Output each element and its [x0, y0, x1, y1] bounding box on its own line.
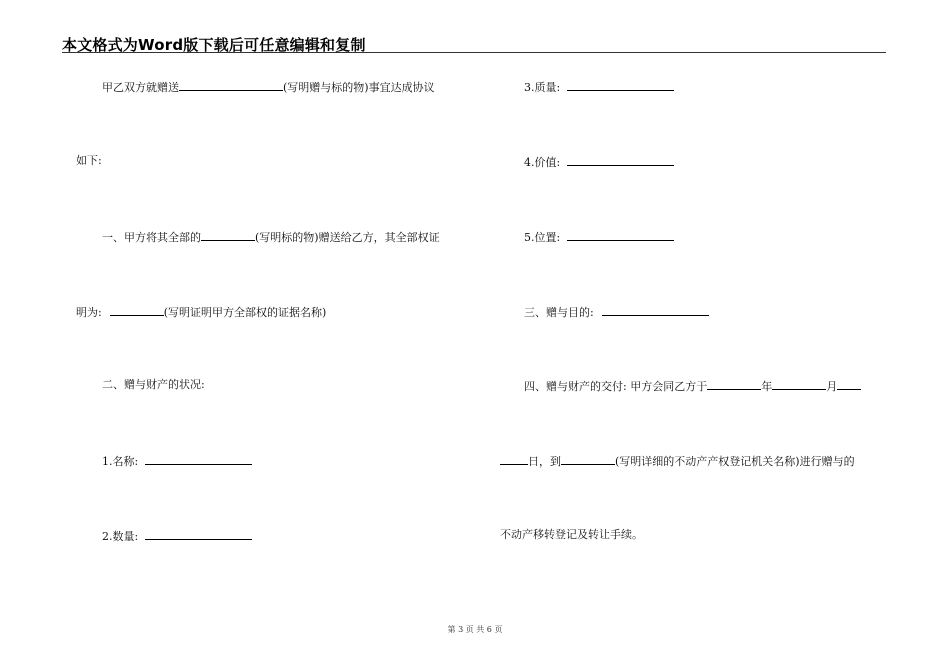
- blank-month: [772, 378, 826, 390]
- item-quality: [524, 79, 674, 95]
- blank-quality: [567, 79, 674, 91]
- paragraph-as-follows: 如下:: [76, 154, 102, 167]
- text-segment: (写明赠与标的物)事宜达成协议: [283, 81, 435, 94]
- text-segment: 一、甲方将其全部的: [102, 231, 201, 244]
- page-number: 第 3 页 共 6 页: [447, 625, 503, 634]
- paragraph-gift-agreement: [102, 79, 435, 95]
- text-segment: 日，到: [528, 455, 561, 468]
- blank-object: [201, 229, 255, 241]
- blank-purpose: [602, 304, 709, 316]
- item-quantity: [102, 528, 252, 544]
- item-value: [524, 154, 674, 170]
- text-segment: 3.质量:: [524, 81, 561, 94]
- item-name: [102, 453, 252, 469]
- blank-registration-office: [561, 453, 615, 465]
- blank-day: [837, 378, 861, 390]
- blank-gift-object: [179, 79, 283, 91]
- blank-proof: [110, 304, 164, 316]
- blank-quantity: [145, 528, 252, 540]
- text-segment: 年: [761, 380, 773, 393]
- header-divider: [62, 52, 886, 53]
- paragraph-clause-three: [524, 304, 709, 320]
- text-segment: (写明证明甲方全部权的证据名称): [163, 306, 327, 319]
- paragraph-registration-office: [500, 453, 855, 469]
- paragraph-ownership-proof: [76, 304, 326, 320]
- paragraph-clause-one: [102, 229, 440, 245]
- text-segment: 四、赠与财产的交付: 甲方会同乙方于: [524, 380, 708, 393]
- blank-location: [567, 229, 674, 241]
- text-segment: 5.位置:: [524, 231, 561, 244]
- item-location: [524, 229, 674, 245]
- paragraph-clause-two: 二、赠与财产的状况:: [102, 378, 205, 391]
- text-segment: 2.数量:: [102, 530, 139, 543]
- text-segment: 三、赠与目的:: [524, 306, 594, 319]
- text-segment: 4.价值:: [524, 156, 561, 169]
- text-segment: 甲乙双方就赠送: [102, 81, 179, 94]
- blank-name: [145, 453, 252, 465]
- text-segment: 明为:: [76, 306, 102, 319]
- text-segment: (写明详细的不动产产权登记机关名称)进行赠与的: [615, 455, 855, 468]
- paragraph-clause-four: [524, 378, 861, 394]
- paragraph-transfer-procedures: 不动产移转登记及转让手续。: [500, 528, 643, 541]
- text-segment: 月: [826, 380, 838, 393]
- blank-value: [567, 154, 674, 166]
- blank-day-cont: [500, 453, 528, 465]
- text-segment: 1.名称:: [102, 455, 139, 468]
- document-header-title: 本文格式为Word版下载后可任意编辑和复制: [62, 36, 366, 54]
- text-segment: (写明标的物)赠送给乙方，其全部权证: [255, 231, 440, 244]
- blank-year: [707, 378, 761, 390]
